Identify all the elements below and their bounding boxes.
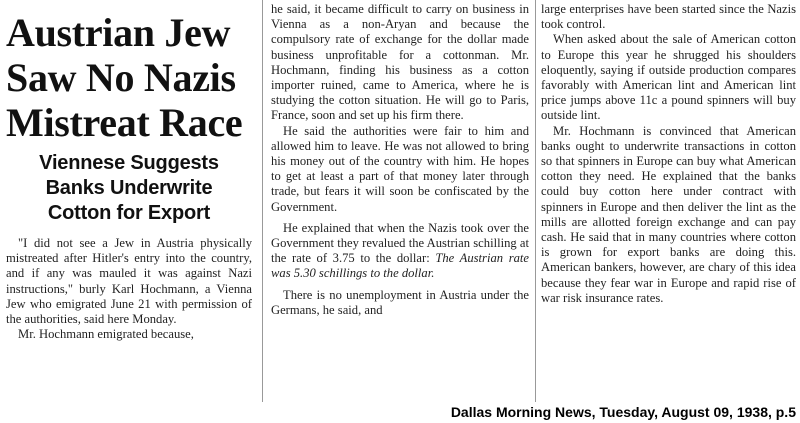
paragraph-text: He explained that when the Nazis took over the Government they revalued the Austrian schilling at the rate of 3.75 to the dollar:	[271, 220, 529, 266]
paragraph	[271, 221, 529, 282]
paragraph-italic-text: The Austrian rate was 5.30 schillings to the dollar.	[271, 251, 529, 281]
subheadline-line: Cotton for Export	[47, 202, 211, 224]
headline-line: Mistreat Race	[6, 100, 243, 145]
article-column-1	[6, 0, 252, 342]
column-rule	[535, 0, 536, 402]
headline	[6, 10, 252, 145]
paragraph: He said the authorities were fair to him and allowed him to leave. He was not allowed to bring his money out of the country with him. He hopes to get at least a part of that money later through trade, but fears it will soon be confiscated by the Government.	[271, 123, 529, 214]
paragraph: Mr. Hochmann emigrated because,	[18, 327, 194, 342]
subheadline-line: Banks Underwrite	[45, 177, 213, 199]
article-column-2	[271, 2, 529, 318]
paragraph: There is no unemployment in Austria under the Germans, he said, and	[271, 287, 529, 317]
subheadline	[6, 151, 252, 226]
subheadline-line: Viennese Suggests	[39, 152, 219, 174]
paragraph: he said, it became difficult to carry on business in Vienna as a non-Aryan and because the compulsory rate of exchange for the dollar made business unprofitable for a cottonman. Mr. Hochmann, finding his business as a cotton importer ruined, came to America, where he is studying the cotton situation. He will go to Paris, France, soon and set up his firm there.	[271, 2, 529, 123]
source-caption: Dallas Morning News, Tuesday, August 09, 1938, p.5	[445, 403, 796, 420]
column-rule	[262, 0, 263, 402]
paragraph: Mr. Hochmann is convinced that American banks ought to underwrite transactions in cotton so that spinners in Europe can buy what American cotton they need. He explained that the banks could buy cotton here under contract with spinners in Europe and then deliver the lint as the mills are allotted foreign exchange and can pay cash. He said that in many countries where cotton is grown for export banks are doing this. American bankers, however, are chary of this idea because they fear war in Europe and rapid rise of war risk insurance rates.	[541, 123, 796, 305]
paragraph: large enterprises have been started since the Nazis took control.	[541, 2, 796, 32]
paragraph: When asked about the sale of American cotton to Europe this year he shrugged his shoulders eloquently, saying if outside production compares favorably with American lint and American lint price jumps above 11c a pound spinners will buy outside lint.	[541, 32, 796, 123]
headline-line: Austrian Jew	[6, 10, 231, 55]
paragraph: "I did not see a Jew in Austria physically mistreated after Hitler's entry into the country, and if any was mauled it was against Nazi instructions," burly Karl Hochmann, a Vienna Jew who emigrated June 21 with permission of the authorities, said here Monday.	[6, 236, 252, 327]
headline-line: Saw No Nazis	[6, 55, 236, 100]
article-column-3	[541, 2, 796, 306]
